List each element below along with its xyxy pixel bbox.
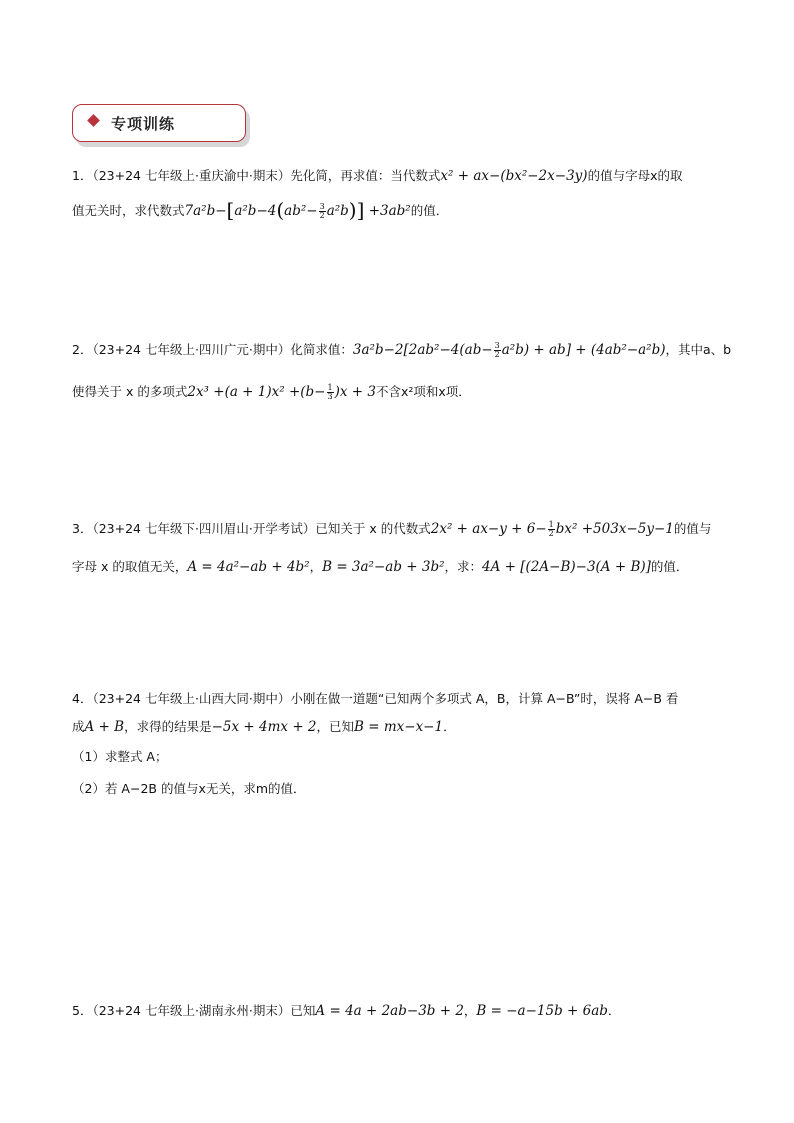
fraction: $\frac{1}{3}$ (327, 383, 333, 401)
q1-line1: 1．（23+24 七年级上·重庆渝中·期末）先化简，再求值：当代数式x² + ax−(bx²−2x−3y)的值与字母x的取 (72, 168, 683, 184)
section-banner (72, 104, 246, 142)
q3-line2: 字母 x 的取值无关，A = 4a²−ab + 4b²，B = 3a²−ab + 3b²，求：4A + [(2A−B)−3(A + B)]的值． (72, 559, 689, 575)
fraction: $\frac{3}{2}$ (494, 341, 500, 359)
q5-line1: 5．（23+24 七年级上·湖南永州·期末）已知A = 4a + 2ab−3b + 2，B = −a−15b + 6ab． (72, 1003, 621, 1019)
fraction: $\frac{1}{2}$ (548, 520, 554, 538)
q2-line1: 2．（23+24 七年级上·四川广元·期中）化简求值：3a²b−2[2ab²−4(ab− $\frac{3}{2}$ a²b) + ab] + (4ab²−a²b)，其中a、b (72, 341, 732, 359)
fraction: $\frac{3}{2}$ (319, 202, 325, 220)
diamond-icon (87, 114, 100, 127)
q4-part2: （2）若 A−2B 的值与x无关，求m的值． (72, 781, 306, 796)
q4-part1: （1）求整式 A； (72, 749, 168, 764)
q4-line1: 4．（23+24 七年级上·山西大同·期中）小刚在做一道题“已知两个多项式 A，B，计算 A−B”时，误将 A−B 看 (72, 691, 679, 706)
q3-line1: 3．（23+24 七年级下·四川眉山·开学考试）已知关于 x 的代数式2x² + ax−y + 6− $\frac{1}{2}$ bx² +503x−5y−1的值与 (72, 520, 712, 538)
q1-line2: 值无关时，求代数式7a²b−[a²b−4(ab²− $\frac{3}{2}$ a²b)] +3ab²的值． (72, 198, 449, 222)
section-title: 专项训练 (111, 115, 176, 133)
q4-line2: 成A + B，求得的结果是−5x + 4mx + 2，已知B = mx−x−1． (72, 719, 456, 735)
q2-line2: 使得关于 x 的多项式2x³ +(a + 1)x² +(b− $\frac{1}{3}$ )x + 3不含x²项和x项． (72, 383, 471, 401)
